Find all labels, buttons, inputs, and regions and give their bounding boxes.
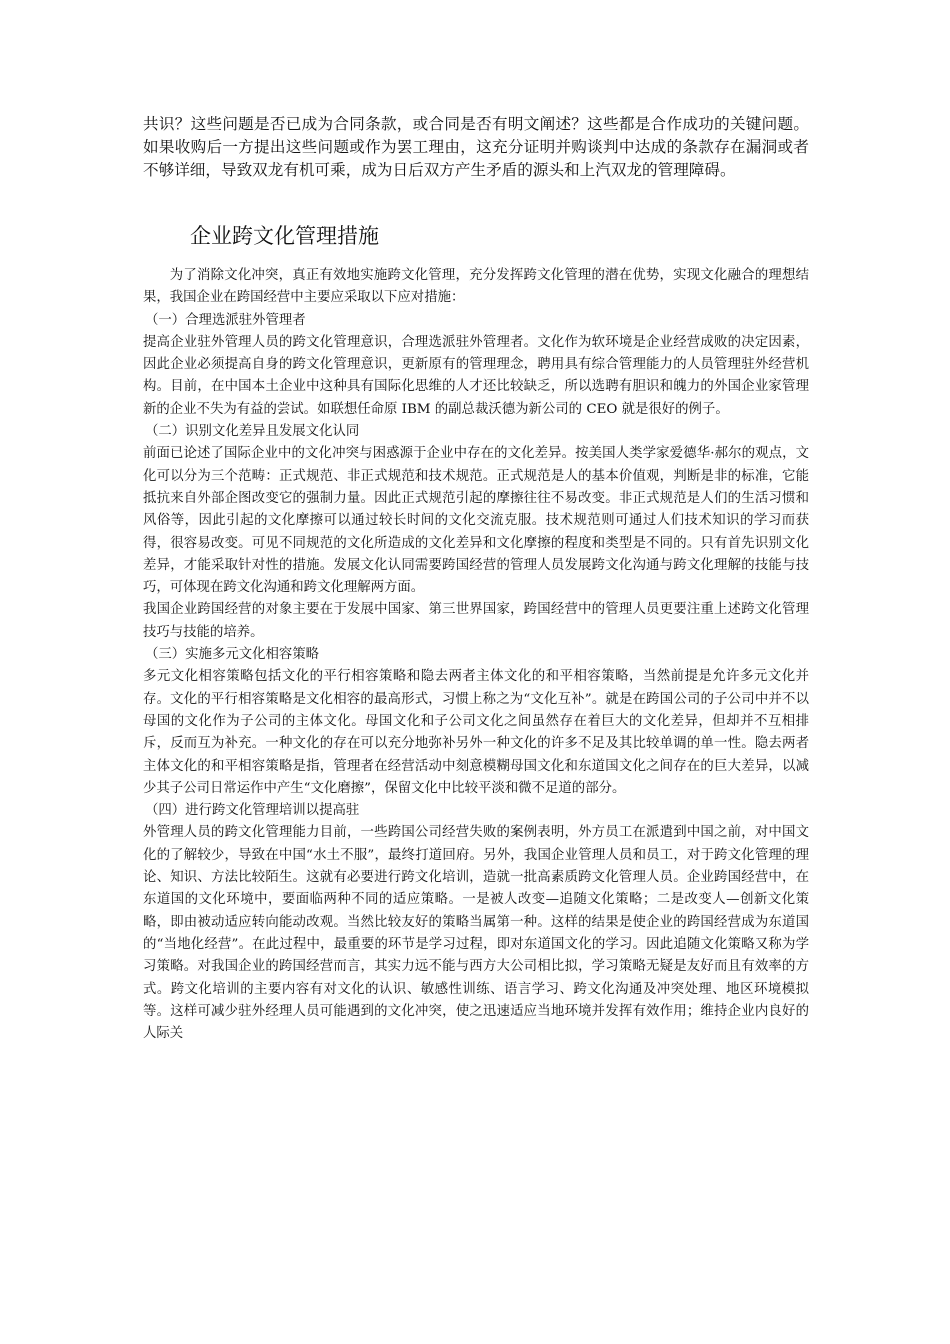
intro-paragraph: 共识？这些问题是否已成为合同条款，或合同是否有明文阐述？这些都是合作成功的关键问题。如果收购后一方提出这些问题或作为罢工理由，这充分证明并购谈判中达成的条款存在漏洞或者不够详细，导致双龙有机可乘，成为日后双方产生矛盾的源头和上汽双龙的管理障碍。 [143, 115, 809, 179]
subsection-title: （二）识别文化差异且发展文化认同 [145, 424, 360, 440]
subsection-title: （四）进行跨文化管理培训以提高驻 [145, 803, 360, 819]
body-paragraph: 提高企业驻外管理人员的跨文化管理意识，合理选派驻外管理者。文化作为软环境是企业经营成败的决定因素，因此企业必须提高自身的跨文化管理意识，更新原有的管理理念，聘用具有综合管理能力的人员管理驻外经营机构。目前，在中国本土企业中这种具有国际化思维的人才还比较缺乏，所以选聘有胆识和魄力的外国企业家管理新的企业不失为有益的尝试。如联想任命原 IBM 的副总裁沃德为新公司的 CEO 就是很好的例子。 [143, 334, 809, 417]
body-paragraph: 我国企业跨国经营的对象主要在于发展中国家、第三世界国家，跨国经营中的管理人员更要注重上述跨文化管理技巧与技能的培养。 [143, 602, 809, 640]
subsection-title: （三）实施多元文化相容策略 [145, 647, 320, 663]
subsection-title: （一）合理选派驻外管理者 [145, 312, 306, 328]
lead-paragraph: 为了消除文化冲突，真正有效地实施跨文化管理，充分发挥跨文化管理的潜在优势，实现文化融合的理想结果，我国企业在跨国经营中主要应采取以下应对措施： [143, 268, 809, 306]
section-heading: 企业跨文化管理措施 [190, 224, 379, 248]
body-text [143, 265, 809, 1045]
body-paragraph: 多元文化相容策略包括文化的平行相容策略和隐去两者主体文化的和平相容策略，当然前提是允许多元文化并存。文化的平行相容策略是文化相容的最高形式，习惯上称之为“文化互补”。就是在跨国公司的子公司中并不以母国的文化作为子公司的主体文化。母国文化和子公司文化之间虽然存在着巨大的文化差异，但却并不互相排斥，反而互为补充。一种文化的存在可以充分地弥补另外一种文化的许多不足及其比较单调的单一性。隐去两者主体文化的和平相容策略是指，管理者在经营活动中刻意模糊母国文化和东道国文化之间存在的巨大差异，以减少其子公司日常运作中产生“文化磨擦”，保留文化中比较平淡和微不足道的部分。 [143, 669, 809, 796]
body-paragraph: 外管理人员的跨文化管理能力目前，一些跨国公司经营失败的案例表明，外方员工在派遣到中国之前，对中国文化的了解较少，导致在中国“水土不服”，最终打道回府。另外，我国企业管理人员和员工，对于跨文化管理的理论、知识、方法比较陌生。这就有必要进行跨文化培训，造就一批高素质跨文化管理人员。企业跨国经营中，在东道国的文化环境中，要面临两种不同的适应策略。一是被人改变—追随文化策略；二是改变人—创新文化策略，即由被动适应转向能动改观。当然比较友好的策略当属第一种。这样的结果是使企业的跨国经营成为东道国的“当地化经营”。在此过程中，最重要的环节是学习过程，即对东道国文化的学习。因此追随文化策略又称为学习策略。对我国企业的跨国经营而言，其实力远不能与西方大公司相比拟，学习策略无疑是友好而且有效率的方式。跨文化培训的主要内容有对文化的认识、敏感性训练、语言学习、跨文化沟通及冲突处理、地区环境模拟等。这样可减少驻外经理人员可能遇到的文化冲突，使之迅速适应当地环境并发挥有效作用；维持企业内良好的人际关 [143, 825, 809, 1042]
body-paragraph: 前面已论述了国际企业中的文化冲突与困惑源于企业中存在的文化差异。按美国人类学家爱德华·郝尔的观点，文化可以分为三个范畴：正式规范、非正式规范和技术规范。正式规范是人的基本价值观，判断是非的标准，它能抵抗来自外部企图改变它的强制力量。因此正式规范引起的摩擦往往不易改变。非正式规范是人们的生活习惯和风俗等，因此引起的文化摩擦可以通过较长时间的文化交流克服。技术规范则可通过人们技术知识的学习而获得，很容易改变。可见不同规范的文化所造成的文化差异和文化摩擦的程度和类型是不同的。只有首先识别文化差异，才能采取针对性的措施。发展文化认同需要跨国经营的管理人员发展跨文化沟通与跨文化理解的技能与技巧，可体现在跨文化沟通和跨文化理解两方面。 [143, 446, 809, 596]
